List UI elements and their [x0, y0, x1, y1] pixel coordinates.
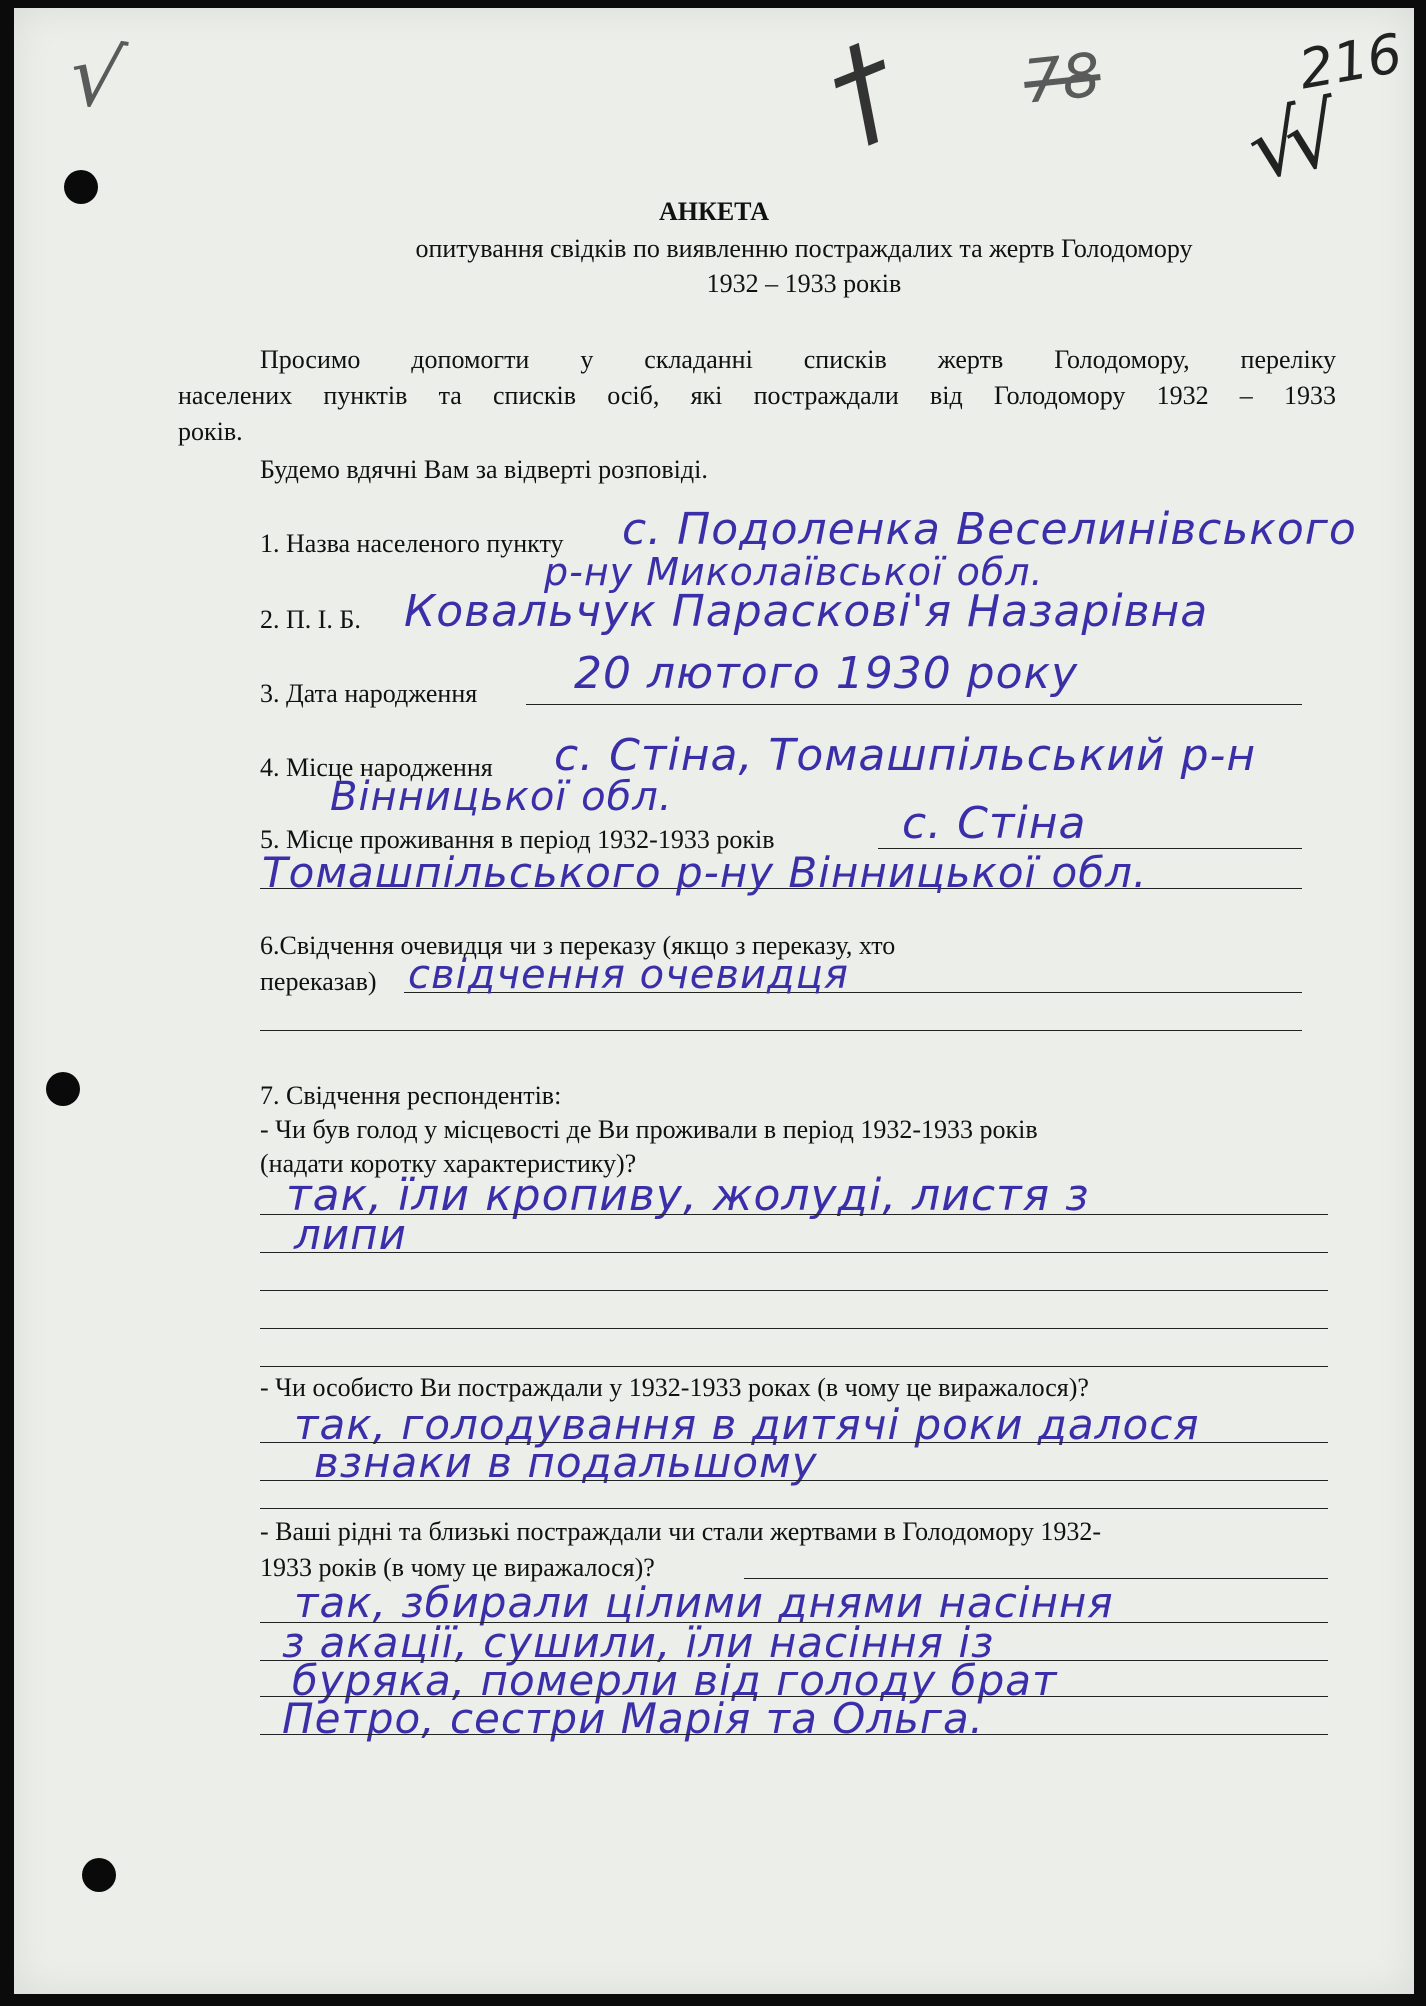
- q2-label: 2. П. І. Б.: [260, 605, 361, 634]
- q4-label: 4. Місце народження: [260, 753, 493, 782]
- archive-number-right: 216: [1294, 21, 1407, 102]
- qc-answer-line-3[interactable]: буряка, померли від голоду брат: [292, 1656, 1058, 1705]
- intro-line-1: Просимо допомогти у складанні списків жертв Голодомору, переліку: [260, 345, 1336, 374]
- qb-answer-line-1[interactable]: так, голодування в дитячі роки далося: [294, 1400, 1200, 1449]
- q5-answer-line-1[interactable]: с. Стіна: [902, 798, 1087, 849]
- intro-line-3: років.: [178, 417, 243, 446]
- qb-line-2: [260, 1480, 1328, 1481]
- section7-heading: 7. Свідчення респондентів:: [260, 1081, 562, 1110]
- check-mark: √: [63, 24, 131, 130]
- qb-line-3: [260, 1508, 1328, 1509]
- qc-label-line-1: - Ваші рідні та близькі постраждали чи стали жертвами в Голодомору 1932-: [260, 1517, 1102, 1546]
- qa-answer-line-1[interactable]: так, їли кропиву, жолуді, листя з: [286, 1170, 1090, 1221]
- questionnaire-page: [14, 8, 1414, 1994]
- qa-line-1: [260, 1214, 1328, 1215]
- check-mark-right: √√: [1239, 87, 1333, 201]
- q2-answer[interactable]: Ковальчук Параскові'я Назарівна: [404, 586, 1209, 637]
- form-years: 1932 – 1933 років: [706, 269, 902, 298]
- qc-answer-line-1[interactable]: так, збирали цілими днями насіння: [294, 1578, 1114, 1627]
- qb-label: - Чи особисто Ви постраждали у 1932-1933 роках (в чому це виражалося)?: [260, 1373, 1089, 1402]
- intro-line-2: населених пунктів та списків осіб, які постраждали від Голодомору 1932 – 1933: [178, 381, 1336, 410]
- q4-answer-line-2[interactable]: Вінницької обл.: [330, 774, 673, 820]
- q6-answer[interactable]: свідчення очевидця: [408, 952, 849, 998]
- qa-answer-line-2[interactable]: липи: [294, 1210, 407, 1259]
- q1-label: 1. Назва населеного пункту: [260, 529, 564, 558]
- q5-label: 5. Місце проживання в період 1932-1933 років: [260, 825, 775, 854]
- qa-line-2: [260, 1252, 1328, 1253]
- q1-answer-line-1[interactable]: с. Подоленка Веселинівського: [622, 504, 1357, 555]
- qc-line-4: [260, 1734, 1328, 1735]
- qb-answer-line-2[interactable]: взнаки в подальшому: [314, 1438, 818, 1487]
- qc-label-line-2: 1933 років (в чому це виражалося)?: [260, 1553, 655, 1582]
- q3-label: 3. Дата народження: [260, 679, 478, 708]
- punch-hole-bottom: [82, 1858, 116, 1892]
- q6-label-line-1: 6.Свідчення очевидця чи з переказу (якщо з переказу, хто: [260, 931, 896, 960]
- q5-answer-line-2[interactable]: Томашпільського р-ну Вінницької обл.: [262, 848, 1148, 897]
- qa-label-line-2: (надати коротку характеристику)?: [260, 1149, 637, 1178]
- q6-underline-2: [260, 1030, 1302, 1031]
- q4-answer-line-1[interactable]: с. Стіна, Томашпільський р-н: [554, 730, 1257, 781]
- qa-label-line-1: - Чи був голод у місцевості де Ви проживали в період 1932-1933 років: [260, 1115, 1038, 1144]
- q6-label-line-2: переказав): [260, 967, 377, 996]
- qc-answer-line-2[interactable]: з акації, сушили, їли насіння із: [282, 1618, 995, 1667]
- archive-number-top: 78: [1020, 40, 1104, 118]
- form-title: АНКЕТА: [658, 197, 770, 226]
- q3-underline: [526, 704, 1302, 705]
- qa-line-5: [260, 1366, 1328, 1367]
- intro-thanks: Будемо вдячні Вам за відверті розповіді.: [260, 455, 708, 484]
- qc-answer-line-4[interactable]: Петро, сестри Марія та Ольга.: [282, 1694, 985, 1743]
- qa-line-4: [260, 1328, 1328, 1329]
- cross-mark: †: [810, 15, 918, 168]
- form-subtitle: опитування свідків по виявленню постраждалих та жертв Голодомору: [415, 234, 1193, 263]
- q3-answer[interactable]: 20 лютого 1930 року: [574, 648, 1079, 699]
- q1-answer-line-2[interactable]: р-ну Миколаївської обл.: [544, 550, 1044, 594]
- punch-hole-middle: [46, 1072, 80, 1106]
- qa-line-3: [260, 1290, 1328, 1291]
